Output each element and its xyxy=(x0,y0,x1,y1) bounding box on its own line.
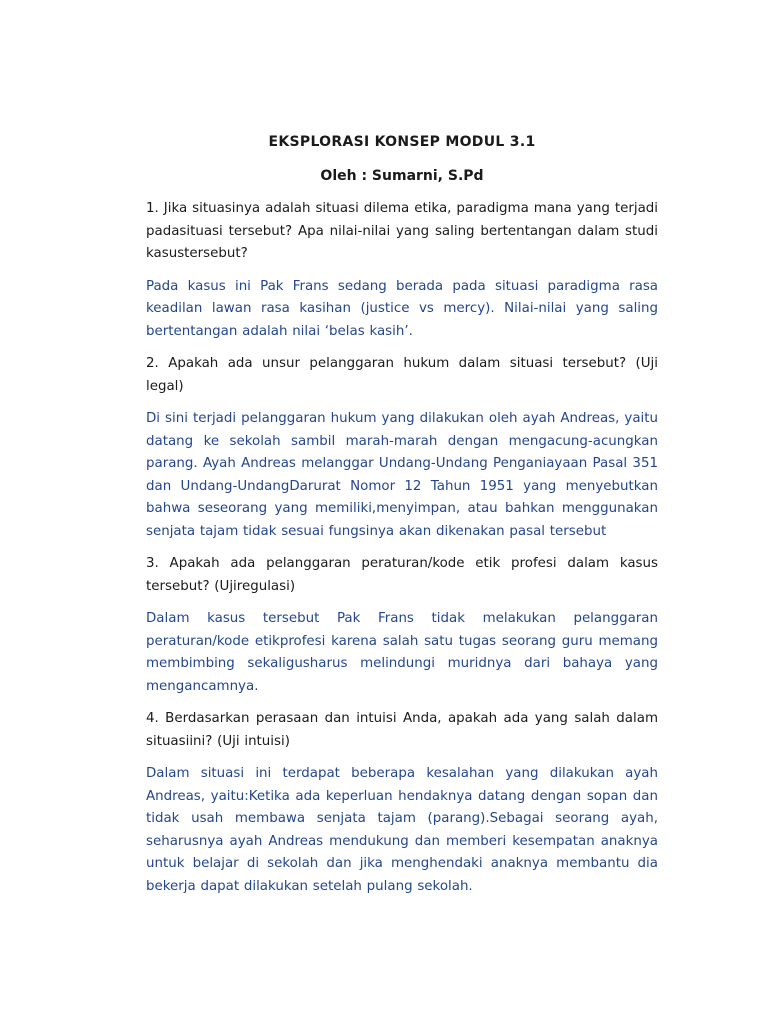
document-author: Oleh : Sumarni, S.Pd xyxy=(320,168,484,184)
question-2: 2. Apakah ada unsur pelanggaran hukum dalam situasi tersebut? (Uji legal) xyxy=(146,356,658,394)
answer-4: Dalam situasi ini terdapat beberapa kesalahan yang dilakukan ayah Andreas, yaitu:Ketika ada keperluan hendaknya datang dengan sopan dan tidak usah membawa senjata tajam (parang).Sebagai seorang ayah, seharusnya ayah Andreas mendukung dan memberi kesempatan anaknya untuk belajar di sekolah dan jika menghendaki anaknya membantu dia bekerja dapat dilakukan setelah pulang sekolah. xyxy=(146,766,658,894)
document-title: EKSPLORASI KONSEP MODUL 3.1 xyxy=(268,134,536,150)
document-page xyxy=(146,132,658,908)
answer-2: Di sini terjadi pelanggaran hukum yang dilakukan oleh ayah Andreas, yaitu datang ke sekolah sambil marah-marah dengan mengacung-acungkan parang. Ayah Andreas melanggar Undang-Undang Penganiayaan Pasal 351 dan Undang-UndangDarurat Nomor 12 Tahun 1951 yang menyebutkan bahwa seseorang yang memiliki,menyimpan, atau bahkan menggunakan senjata tajam tidak sesuai fungsinya akan dikenakan pasal tersebut xyxy=(146,411,658,539)
question-4: 4. Berdasarkan perasaan dan intuisi Anda, apakah ada yang salah dalam situasiini? (Uji intuisi) xyxy=(146,711,658,749)
question-1: 1. Jika situasinya adalah situasi dilema etika, paradigma mana yang terjadi padasituasi tersebut? Apa nilai-nilai yang saling bertentangan dalam studi kasustersebut? xyxy=(146,201,658,261)
answer-3: Dalam kasus tersebut Pak Frans tidak melakukan pelanggaran peraturan/kode etikprofesi karena salah satu tugas seorang guru memang membimbing sekaligusharus melindungi muridnya dari bahaya yang mengancamnya. xyxy=(146,611,658,694)
question-3: 3. Apakah ada pelanggaran peraturan/kode etik profesi dalam kasus tersebut? (Ujiregulasi) xyxy=(146,556,658,594)
answer-1: Pada kasus ini Pak Frans sedang berada pada situasi paradigma rasa keadilan lawan rasa kasihan (justice vs mercy). Nilai-nilai yang saling bertentangan adalah nilai ‘belas kasih’. xyxy=(146,278,658,339)
